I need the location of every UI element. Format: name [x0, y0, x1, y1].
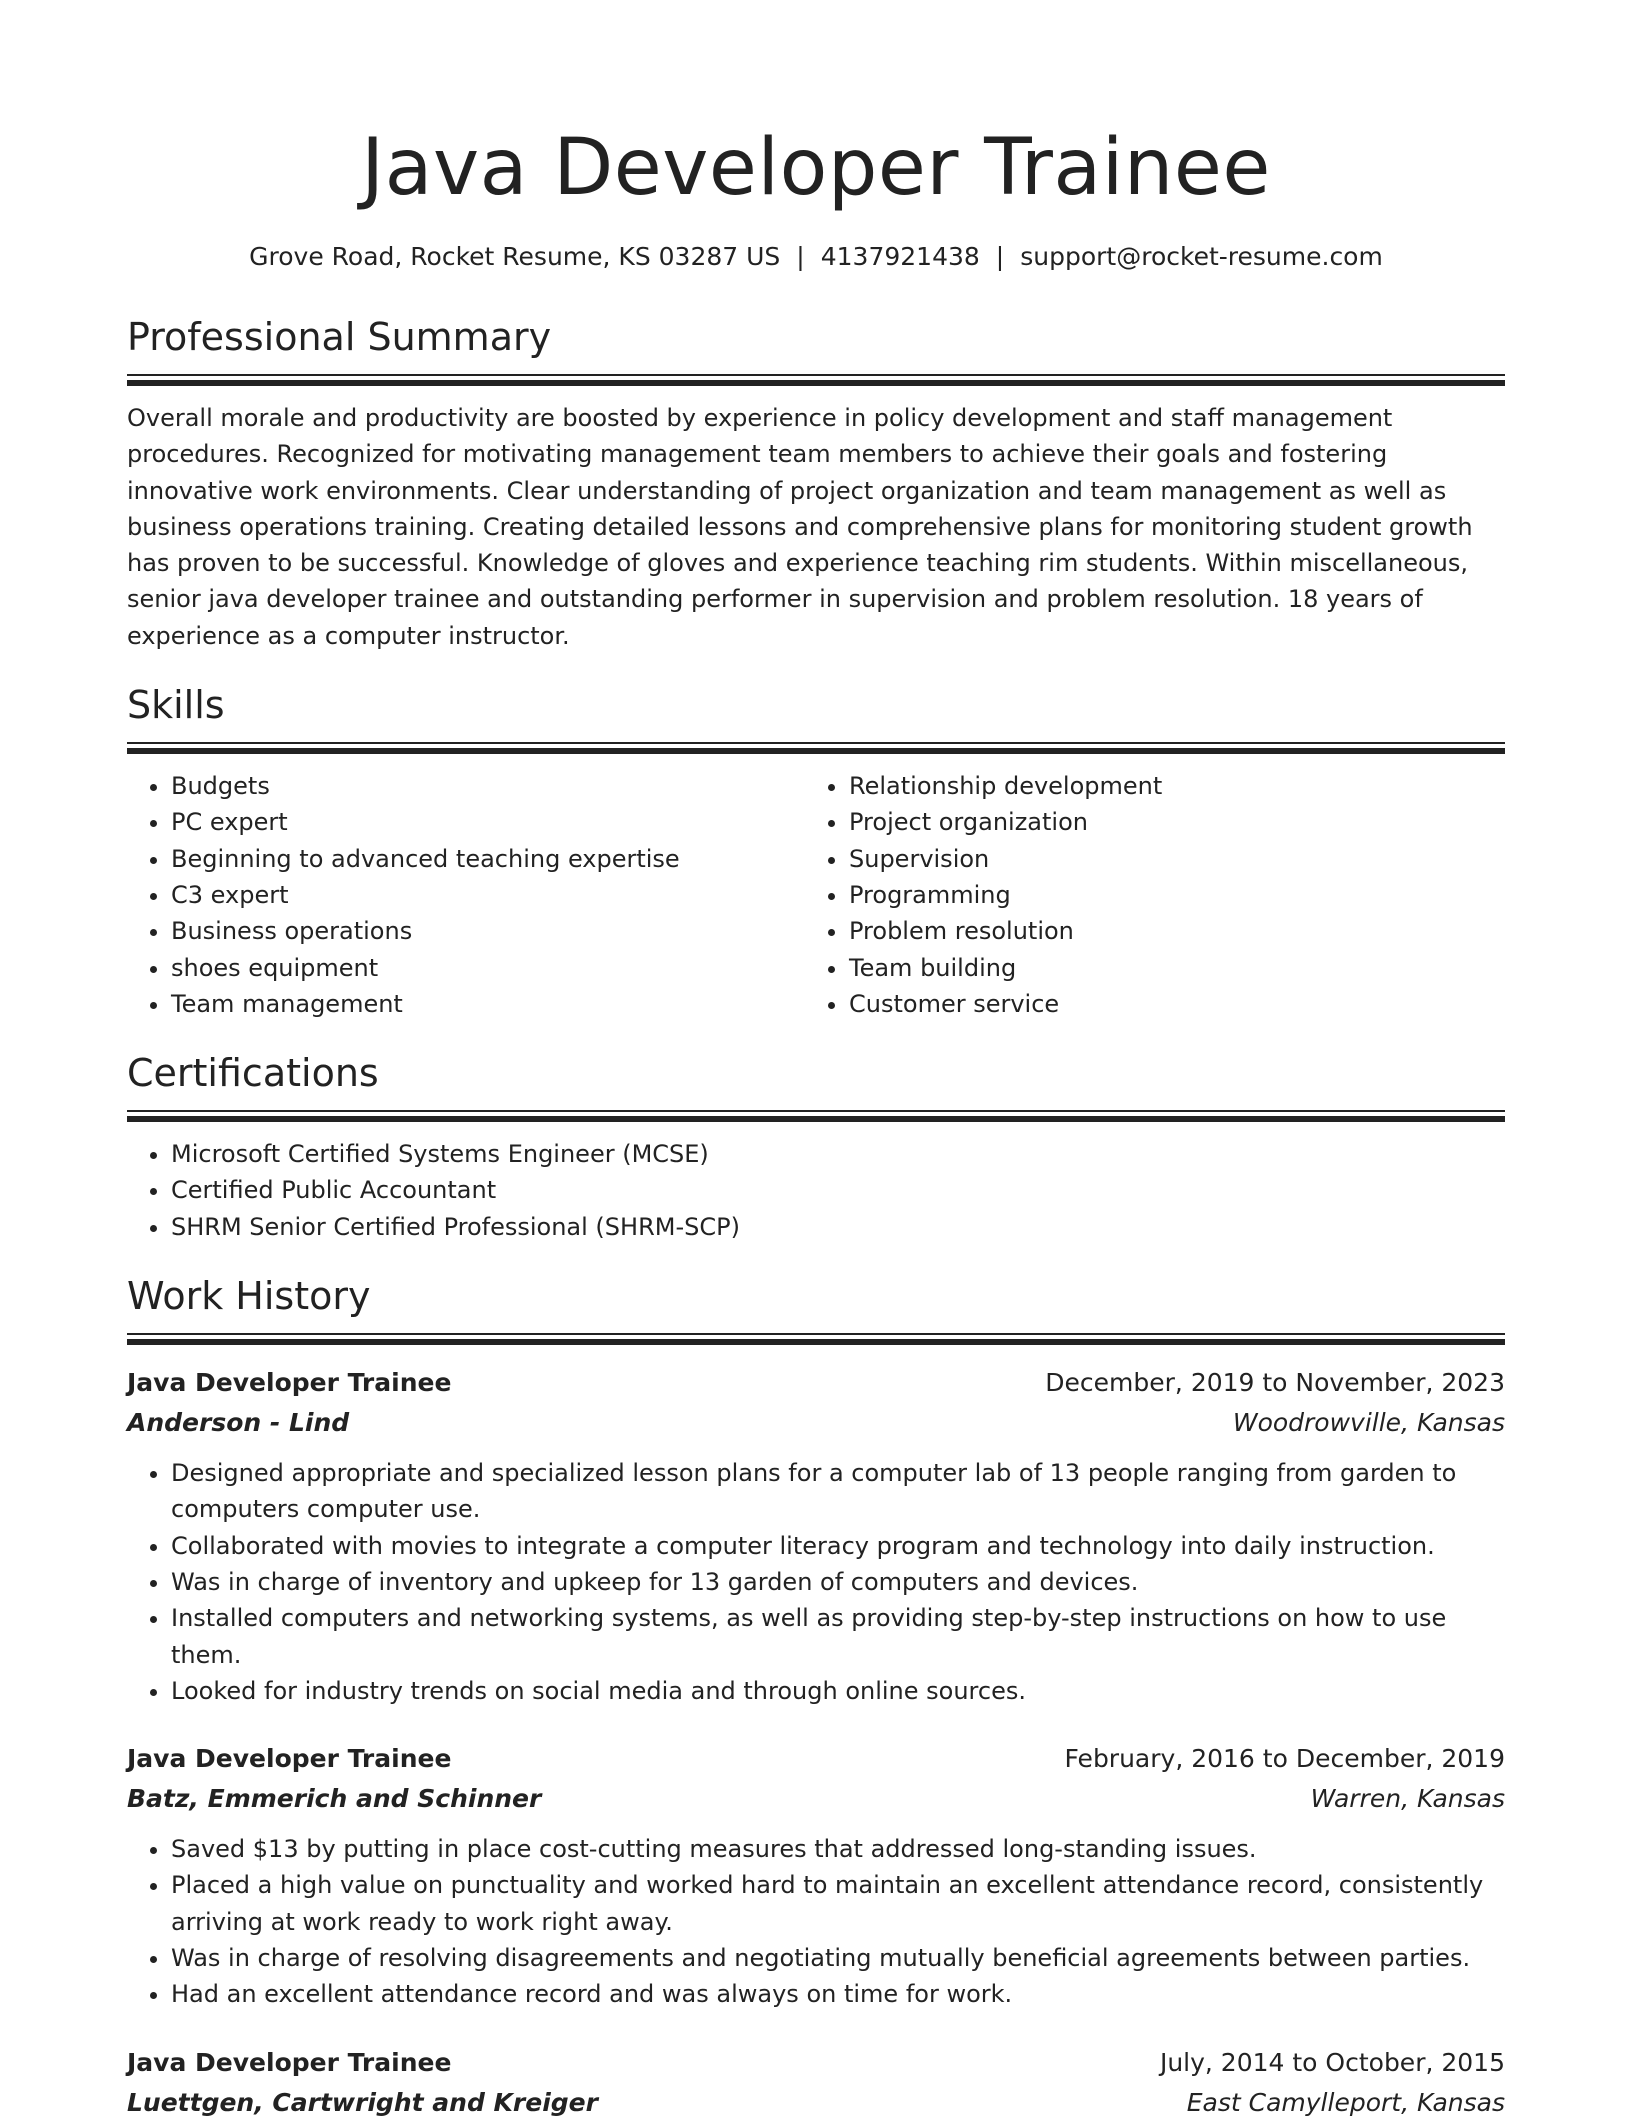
- contact-separator: |: [995, 242, 1005, 271]
- job-entry: [127, 1363, 1505, 1709]
- contact-separator: |: [796, 242, 805, 271]
- list-item: • Team management: [171, 986, 805, 1022]
- section-title-summary: Professional Summary: [127, 315, 552, 359]
- email: support@rocket-resume.com: [1020, 242, 1383, 271]
- section-divider: [127, 742, 1505, 754]
- job-bullets: [127, 1455, 1505, 1709]
- job-dates: July, 2014 to October, 2015: [1159, 2047, 1505, 2077]
- job-header: [127, 1363, 1505, 1403]
- job-entry: [127, 2043, 1505, 2123]
- list-item: • Customer service: [849, 986, 1483, 1022]
- list-item: • shoes equipment: [171, 950, 805, 986]
- job-subheader: [127, 1779, 1505, 1819]
- job-entry: [127, 1739, 1505, 2012]
- certifications-list: [127, 1136, 1505, 1245]
- job-company: Luettgen, Cartwright and Kreiger: [127, 2087, 598, 2117]
- list-item: • Had an excellent attendance record and was always on time for work.: [171, 1976, 1505, 2012]
- skills-section: [127, 682, 1505, 1022]
- phone: 4137921438: [820, 242, 980, 271]
- summary-section: [127, 314, 1505, 654]
- list-item: • Budgets: [171, 768, 805, 804]
- list-item: • Was in charge of inventory and upkeep for 13 garden of computers and devices.: [171, 1564, 1505, 1600]
- job-header: [127, 2043, 1505, 2083]
- list-item: • Beginning to advanced teaching expertise: [171, 841, 805, 877]
- job-subheader: [127, 1403, 1505, 1443]
- list-item: • Programming: [849, 877, 1483, 913]
- list-item: • Problem resolution: [849, 913, 1483, 949]
- list-item: • Business operations: [171, 913, 805, 949]
- job-company: Batz, Emmerich and Schinner: [127, 1784, 542, 1814]
- job-title: Java Developer Trainee: [127, 1368, 452, 1398]
- list-item: • Looked for industry trends on social media and through online sources.: [171, 1673, 1505, 1709]
- list-item: • Microsoft Certified Systems Engineer (MCSE): [171, 1136, 1505, 1172]
- section-title-work: Work History: [127, 1274, 371, 1319]
- list-item: • Relationship development: [849, 768, 1483, 804]
- list-item: • SHRM Senior Certified Professional (SHRM-SCP): [171, 1209, 1505, 1245]
- skills-list-left: [127, 768, 805, 1022]
- job-title: Java Developer Trainee: [127, 2047, 452, 2077]
- section-divider: [127, 1110, 1505, 1122]
- section-divider: [127, 1333, 1505, 1345]
- list-item: • Saved $13 by putting in place cost-cutting measures that addressed long-standing issues.: [171, 1831, 1505, 1867]
- list-item: • Certified Public Accountant: [171, 1172, 1505, 1208]
- resume-title: Java Developer Trainee: [361, 123, 1271, 213]
- certifications-section: [127, 1050, 1505, 1245]
- job-bullets: [127, 1831, 1505, 2012]
- list-item: • Project organization: [849, 804, 1483, 840]
- job-location: Warren, Kansas: [1310, 1784, 1505, 1814]
- job-header: [127, 1739, 1505, 1779]
- address: Grove Road, Rocket Resume, KS 03287 US: [249, 242, 781, 271]
- summary-text: Overall morale and productivity are boosted by experience in policy development and staff management procedures. Recognized for motivating management team members to achieve their goals and fostering innovative work environments. Clear understanding of project organization and team management as well as business operations training. Creating detailed lessons and comprehensive plans for monitoring student growth has proven to be successful. Knowledge of gloves and experience teaching rim students. Within miscellaneous, senior java developer trainee and outstanding performer in supervision and problem resolution. 18 years of experience as a computer instructor.: [127, 404, 1473, 650]
- list-item: • Designed appropriate and specialized lesson plans for a computer lab of 13 people ranging from garden to computers computer use.: [171, 1455, 1505, 1528]
- job-location: Woodrowville, Kansas: [1232, 1408, 1505, 1438]
- list-item: • Placed a high value on punctuality and worked hard to maintain an excellent attendance record, consistently arriving at work ready to work right away.: [171, 1867, 1505, 1940]
- list-item: • Team building: [849, 950, 1483, 986]
- job-company: Anderson - Lind: [127, 1408, 350, 1438]
- section-divider: [127, 374, 1505, 386]
- list-item: • Supervision: [849, 841, 1483, 877]
- job-dates: February, 2016 to December, 2019: [1064, 1744, 1505, 1774]
- contact-line: [127, 240, 1505, 274]
- section-title-certifications: Certifications: [127, 1051, 379, 1096]
- work-section: [127, 1273, 1505, 2123]
- skills-list-right: [805, 768, 1483, 1022]
- list-item: • C3 expert: [171, 877, 805, 913]
- job-subheader: [127, 2083, 1505, 2123]
- job-title: Java Developer Trainee: [127, 1744, 452, 1774]
- list-item: • Installed computers and networking systems, as well as providing step-by-step instructions on how to use them.: [171, 1600, 1505, 1673]
- skills-columns: [127, 768, 1505, 1022]
- list-item: • Collaborated with movies to integrate a computer literacy program and technology into daily instruction.: [171, 1528, 1505, 1564]
- list-item: • Was in charge of resolving disagreements and negotiating mutually beneficial agreements between parties.: [171, 1940, 1505, 1976]
- list-item: • PC expert: [171, 804, 805, 840]
- job-dates: December, 2019 to November, 2023: [1045, 1368, 1505, 1398]
- job-location: East Camylleport, Kansas: [1186, 2087, 1505, 2117]
- section-title-skills: Skills: [127, 683, 225, 728]
